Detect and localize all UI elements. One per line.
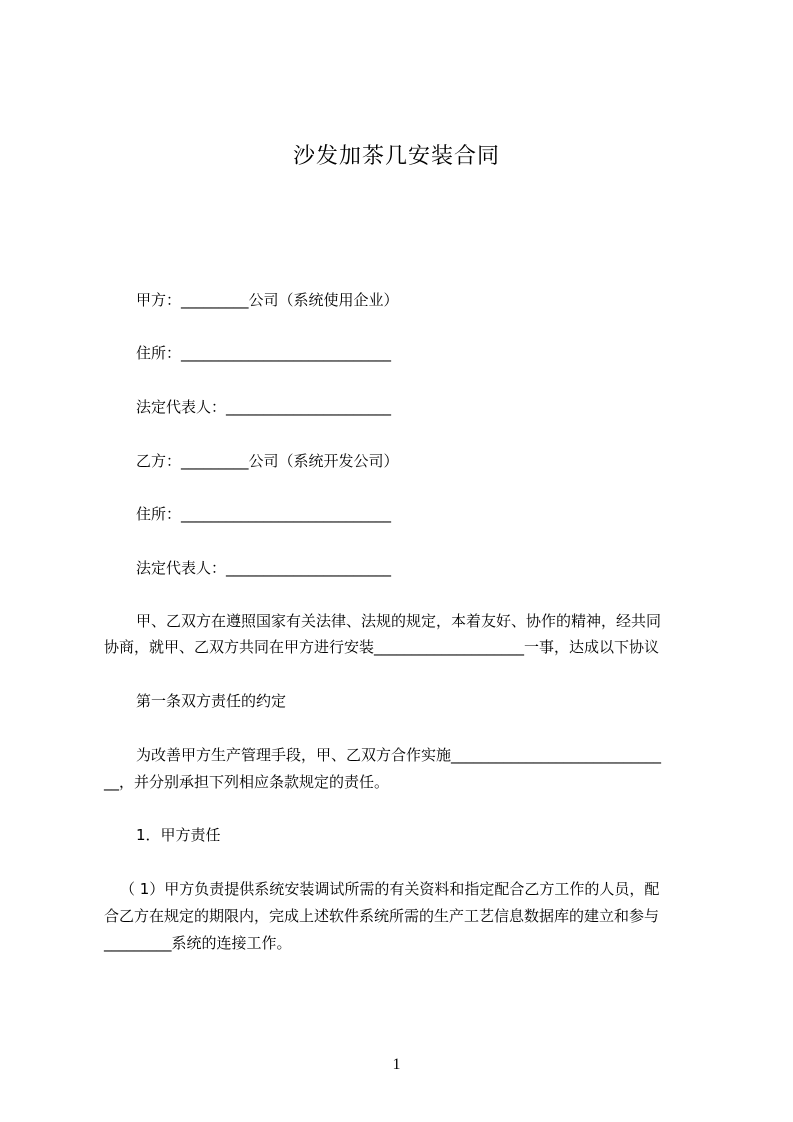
article-1-line-1: 为改善甲方生产管理手段，甲、乙双方合作实施____________________________ <box>136 746 662 764</box>
party-b-representative-line: 法定代表人：______________________ <box>136 559 392 577</box>
item-1-line-2: 合乙方在规定的期限内，完成上述软件系统所需的生产工艺信息数据库的建立和参与 <box>104 907 660 925</box>
party-b-line: 乙方：_________公司（系统开发公司） <box>136 452 399 470</box>
party-a-address-line: 住所：____________________________ <box>136 344 392 362</box>
party-b-address-line: 住所：____________________________ <box>136 505 392 523</box>
item-1-line-1: （ 1）甲方负责提供系统安装调试所需的有关资料和指定配合乙方工作的人员，配 <box>120 880 660 898</box>
page-number: 1 <box>392 1056 401 1073</box>
party-a-representative-line: 法定代表人：______________________ <box>136 398 392 416</box>
item-1-line-3: _________系统的连接工作。 <box>104 934 292 952</box>
article-1-line-2: __，并分别承担下列相应条款规定的责任。 <box>104 773 390 791</box>
preamble-line-1: 甲、乙双方在遵照国家有关法律、法规的规定，本着友好、协作的精神，经共同 <box>136 612 662 630</box>
section-1-heading: 1．甲方责任 <box>136 826 221 844</box>
document-title: 沙发加茶几安装合同 <box>292 144 500 169</box>
article-1-heading: 第一条双方责任的约定 <box>136 692 287 710</box>
preamble-line-2: 协商，就甲、乙双方共同在甲方进行安装____________________一事，达成以下协议 <box>104 638 660 656</box>
party-a-line: 甲方：_________公司（系统使用企业） <box>136 291 399 309</box>
